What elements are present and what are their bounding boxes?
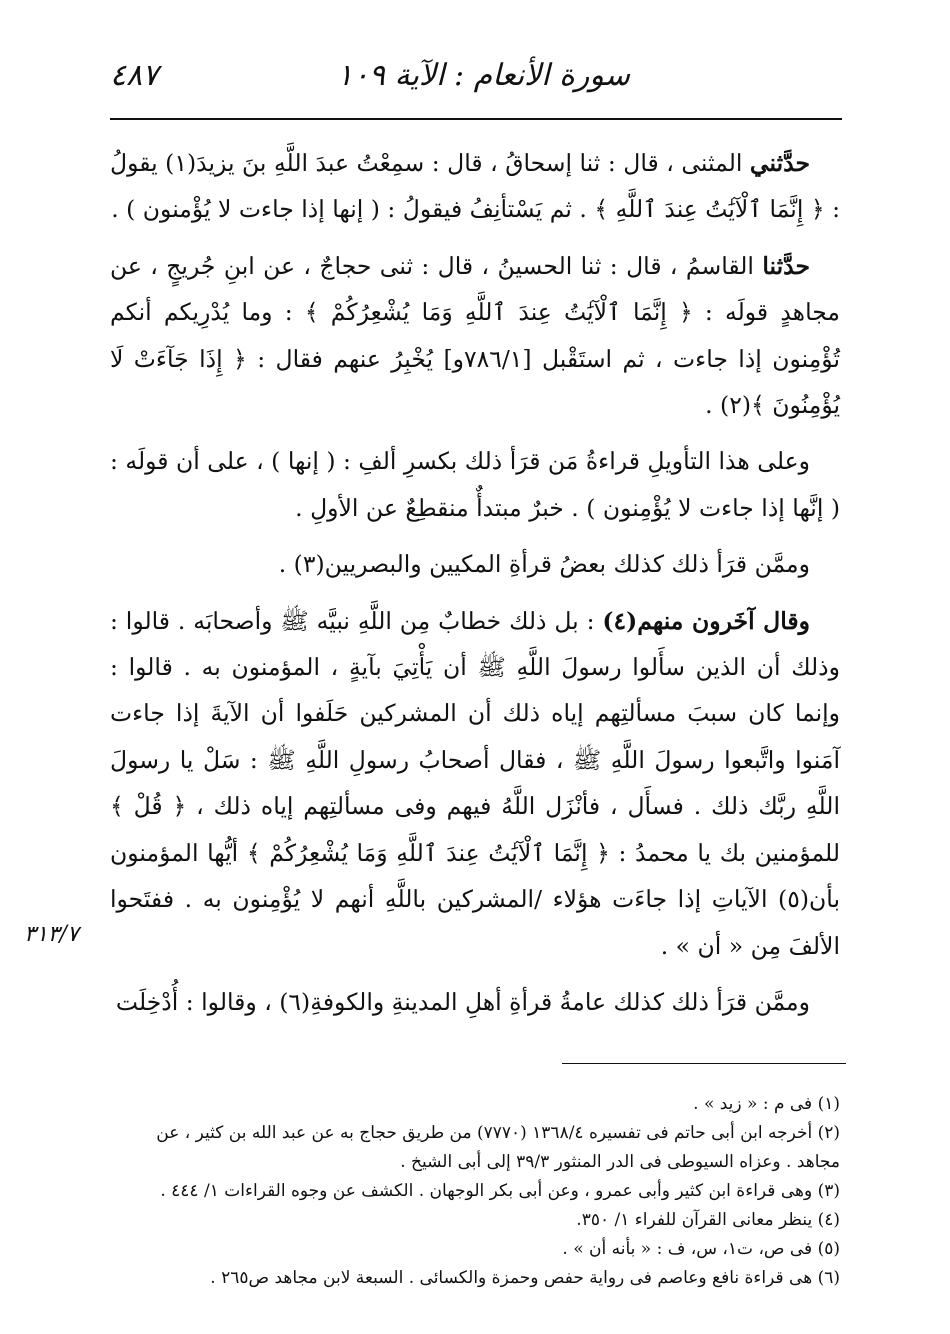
footnote-rule <box>562 1063 846 1064</box>
paragraph-4: وممَّن قرَأ ذلك كذلك بعضُ قرأةِ المكيين والبصريين(٣) . <box>278 550 810 579</box>
footnotes <box>110 1090 840 1293</box>
paragraph-3: وعلى هذا التأويلِ قراءةُ مَن قرَأ ذلك بكسرِ ألفِ : ( إنها ) ، على أن قولَه : ( إنَّها إذا جاءت لا يُؤْمِنون ) . خبرٌ مبتدأٌ منقطِعٌ عن الأولِ . <box>110 447 840 522</box>
page-number: ٤٨٧ <box>110 58 159 93</box>
main-text <box>110 140 840 1025</box>
footnote-6: (٦) هى قراءة نافع وعاصم فى رواية حفص وحمزة والكسائى . السبعة لابن مجاهد ص٢٦٥ . <box>210 1268 840 1288</box>
header-rule <box>110 118 842 120</box>
paragraph-2-text: القاسمُ ، قال : ثنا الحسينُ ، قال : ثنى حجاجٌ ، عن ابنِ جُريجٍ ، عن مجاهدٍ قولَه : ﴿ إِنَّمَا ٱلْآيَٰتُ عِندَ ٱللَّهِ وَمَا يُشْعِرُكُمْ ﴾ : وما يُدْرِيكم أنكم تُؤْمِنون إذا جاءت ، ثم استَقْبل [٧٨٦/١و] يُخْبِرُ عنهم فقال : ﴿ إِذَا جَآءَتْ لَا يُؤْمِنُونَ ﴾(٢) . <box>110 251 840 420</box>
footnote-5: (٥) فى ص، ت١، س، ف : « بأنه أن » . <box>562 1239 840 1259</box>
footnote-3: (٣) وهى قراءة ابن كثير وأبى عمرو ، وعن أبى بكر الوجهان . الكشف عن وجوه القراءات ١/ ٤٤٤ . <box>160 1181 840 1201</box>
paragraph-5-text: : بل ذلك خطابٌ مِن اللَّهِ نبيَّه ﷺ وأصحابَه . قالوا : وذلك أن الذين سأَلوا رسولَ اللَّهِ ﷺ أن يَأْتِيَ بآيةٍ ، المؤمنون به . قالوا : وإنما كان سببَ مسألتِهم إياه ذلك أن المشركين حَلَفوا أن الآيةَ إذا جاءت آمَنوا واتَّبعوا رسولَ اللَّهِ ﷺ ، فقال أصحابُ رسولِ اللَّهِ ﷺ : سَلْ يا رسولَ اللَّهِ ربَّك ذلك . فسأَل ، فأنْزَل اللَّهُ فيهم وفى مسألتِهم إياه ذلك ، ﴿ قُلْ ﴾ للمؤمنين بك يا محمدُ : ﴿ إِنَّمَا ٱلْآيَٰتُ عِندَ ٱللَّهِ وَمَا يُشْعِرُكُمْ ﴾ أيُّها المؤمنون بأن(٥) الآياتِ إذا جاءَت هؤلاء /المشركين باللَّهِ أنهم لا يُؤْمِنون به . ففتَحوا الألفَ مِن « أن » . <box>110 606 840 960</box>
header-title: سورة الأنعام : الآية ١٠٩ <box>336 58 630 93</box>
paragraph-5 <box>110 598 840 969</box>
paragraph-1-text: المثنى ، قال : ثنا إسحاقُ ، قال : سمِعْتُ عبدَ اللَّهِ بنَ يزيدَ(١) يقولُ : ﴿ إِنَّمَا ٱلْآيَٰتُ عِندَ ٱللَّهِ ﴾ . ثم يَسْتأنِفُ فيقولُ : ( إنها إذا جاءت لا يُؤْمنون ) . <box>110 149 840 224</box>
paragraph-2-lead: حدَّثنا <box>762 251 810 280</box>
paragraph-1 <box>110 140 840 233</box>
footnote-4: (٤) ينظر معانى القرآن للفراء ١/ ٣٥٠. <box>576 1210 840 1230</box>
margin-volume-marker: ٣١٣/٧ <box>24 922 79 947</box>
paragraph-1-lead: حدَّثني <box>749 149 810 177</box>
footnote-2: (٢) أخرجه ابن أبى حاتم فى تفسيره ١٣٦٨/٤ (٧٧٧٠) من طريق حجاج به عن عبد الله بن كثير ، عن <box>156 1123 840 1143</box>
running-header <box>110 58 840 114</box>
footnote-2-continuation: مجاهد . وعزاه السيوطى فى الدر المنثور ٣٩/٣ إلى أبى الشيخ . <box>400 1152 840 1172</box>
footnote-1: (١) فى م : « زيد » . <box>693 1094 840 1114</box>
paragraph-2 <box>110 243 840 429</box>
paragraph-6: وممَّن قرَأ ذلك كذلك عامةُ قرأةِ أهلِ المدينةِ والكوفةِ(٦) ، وقالوا : أُدْخِلَت <box>115 987 810 1016</box>
paragraph-5-lead: وقال آخَرون منهم(٤) <box>602 606 810 635</box>
